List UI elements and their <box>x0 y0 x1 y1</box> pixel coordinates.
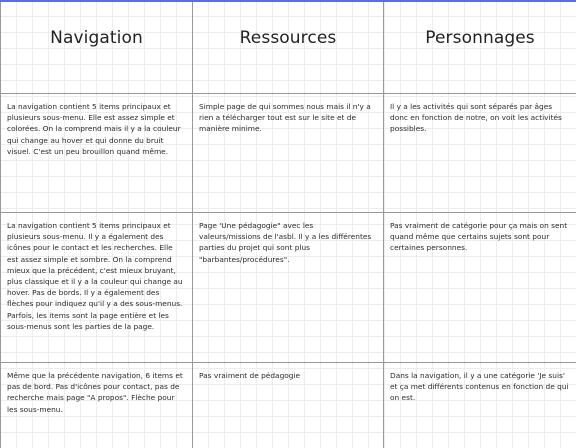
cell-text: Pas vraiment de pédagogie <box>199 371 301 380</box>
cell-text: Pas vraiment de catégorie pour ça mais on sent quand même que certains sujets sont pour certaines personnes. <box>390 221 568 253</box>
table-cell-r3-ressources[interactable] <box>193 363 384 448</box>
header-cell-personnages[interactable] <box>384 2 576 94</box>
cell-text: La navigation contient 5 items principaux et plusieurs sous-menu. Il y a également des icônes pour le contact et les recherches. Elle est assez simple et sombre. On la comprend mieux que la précédent, c'est mieux bruyant, plus classique et il y a la couleur qui change au hover. Pas de bords. Il y a également des flèches pour indiquez qu'il y a des sous-menus. Parfois, les items sont la page entière et les sous-menus sont les parties de la page. <box>7 221 183 331</box>
table-cell-r2-ressources[interactable] <box>193 213 384 363</box>
cell-text: Même que la précédente navigation, 6 items et pas de bord. Pas d'icônes pour contact, pas de recherche mais page "A propos". Flèche pour les sous-menu. <box>7 371 183 414</box>
header-navigation: Navigation <box>50 28 143 48</box>
header-cell-navigation[interactable] <box>0 2 193 94</box>
table-cell-r3-navigation[interactable] <box>0 363 193 448</box>
header-ressources: Ressources <box>239 28 337 48</box>
table-cell-r1-navigation[interactable] <box>0 94 193 213</box>
table-cell-r2-navigation[interactable] <box>0 213 193 363</box>
table-cell-r2-personnages[interactable] <box>384 213 576 363</box>
header-cell-ressources[interactable] <box>193 2 384 94</box>
cell-text: La navigation contient 5 items principaux et plusieurs sous-menu. Elle est assez simple et colorées. On la comprend mais il y a la couleur qui change au hover et qui donne du bruit visuel. C'est un peu brouillon quand même. <box>7 102 181 156</box>
table-cell-r3-personnages[interactable] <box>384 363 576 448</box>
cell-text: Il y a les activités qui sont séparés par âges donc en fonction de notre, on voit les activités possibles. <box>390 102 562 134</box>
header-personnages: Personnages <box>425 28 535 48</box>
cell-text: Dans la navigation, il y a une catégorie 'Je suis' et ça met différents contenus en fonction de qui on est. <box>390 371 569 403</box>
comparison-table <box>0 2 576 448</box>
table-cell-r1-ressources[interactable] <box>193 94 384 213</box>
table-cell-r1-personnages[interactable] <box>384 94 576 213</box>
cell-text: Simple page de qui sommes nous mais il n'y a rien a télécharger tout est sur le site et de manière minime. <box>199 102 371 134</box>
cell-text: Page 'Une pédagogie" avec les valeurs/missions de l'asbl. Il y a les différentes parties du projet qui sont plus "barbantes/procédures". <box>199 221 372 264</box>
